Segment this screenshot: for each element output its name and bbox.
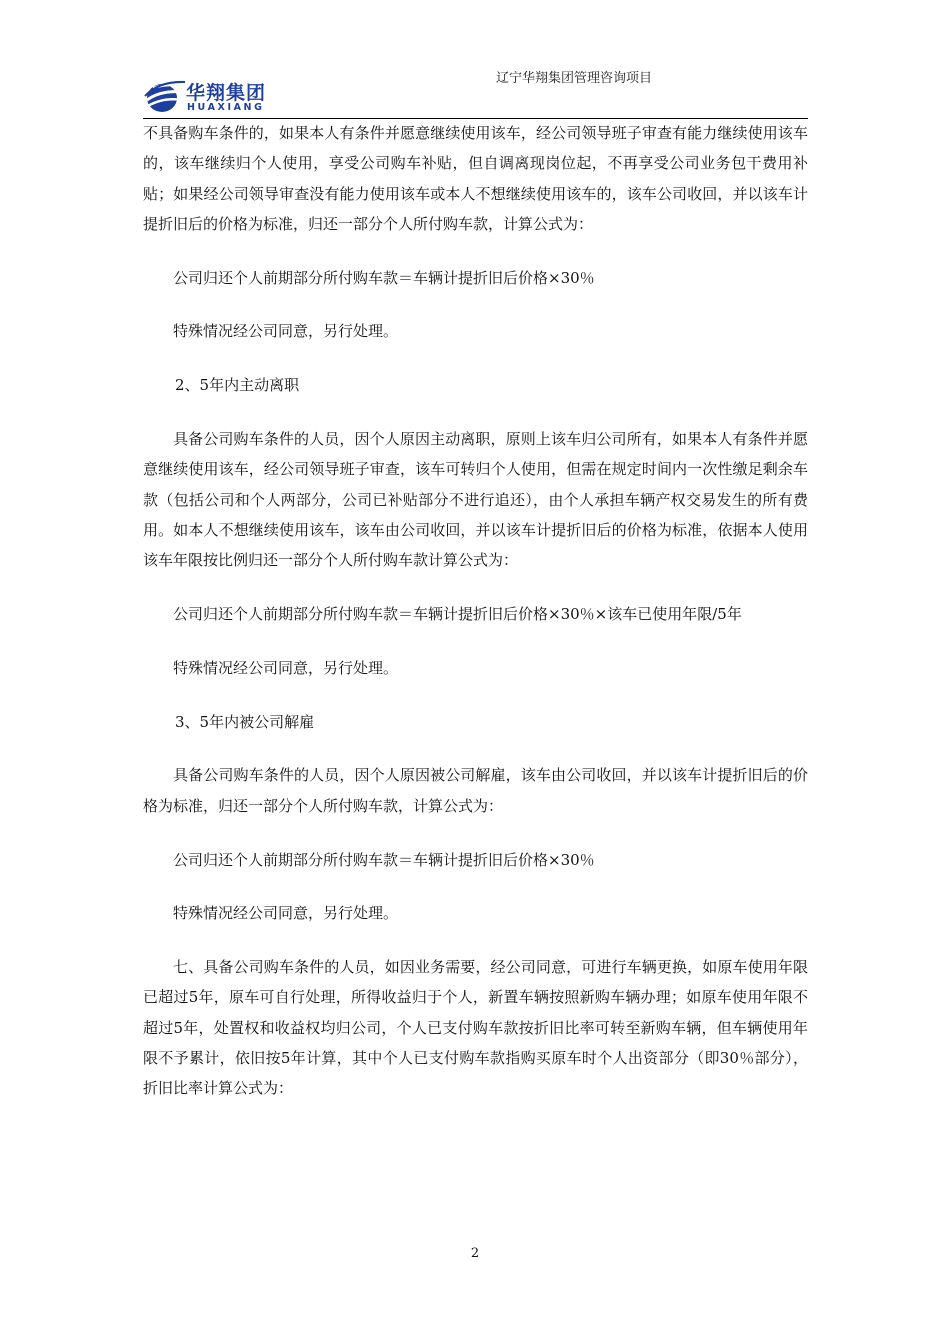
paragraph: 特殊情况经公司同意，另行处理。	[173, 658, 399, 677]
logo-chinese-text: 华翔集团	[186, 82, 267, 104]
logo-english-text: HUAXIANG	[187, 102, 265, 113]
section-heading: 2、5年内主动离职	[175, 376, 300, 395]
paragraph: 具备公司购车条件的人员，因个人原因被公司解雇，该车由公司收回，并以该车计提折旧后的价格为标准，归还一部分个人所付购车款，计算公式为：	[143, 766, 808, 815]
paragraph: 具备公司购车条件的人员，因个人原因主动离职，原则上该车归公司所有，如果本人有条件并愿意继续使用该车，经公司领导班子审查，该车可转归个人使用，但需在规定时间内一次性缴足剩余车款（包括公司和个人两部分，公司已补贴部分不进行追还），由个人承担车辆产权交易发生的所有费用。如本人不想继续使用该车，该车由公司收回，并以该车计提折旧后的价格为标准，依据本人使用该车年限按比例归还一部分个人所付购车款计算公式为：	[143, 430, 808, 570]
paragraph: 七、具备公司购车条件的人员，如因业务需要，经公司同意，可进行车辆更换，如原车使用年限已超过5年，原车可自行处理，所得收益归于个人，新置车辆按照新购车辆办理；如原车使用年限不超过5年，处置权和收益权均归公司，个人已支付购车款按折旧比率可转至新购车辆，但车辆使用年限不予累计，依旧按5年计算，其中个人已支付购车款指购买原车时个人出资部分（即30％部分），折旧比率计算公式为：	[143, 958, 808, 1098]
formula: 公司归还个人前期部分所付购车款＝车辆计提折旧后价格×30％	[173, 268, 595, 287]
header-title: 辽宁华翔集团管理咨询项目	[495, 71, 652, 86]
globe-logo-icon	[143, 76, 187, 116]
formula: 公司归还个人前期部分所付购车款＝车辆计提折旧后价格×30％×该车已使用年限/5年	[173, 605, 742, 624]
section-heading: 3、5年内被公司解雇	[175, 712, 315, 731]
company-logo	[143, 76, 283, 116]
document-body	[143, 118, 808, 1104]
page-header	[143, 62, 808, 119]
paragraph: 不具备购车条件的，如果本人有条件并愿意继续使用该车，经公司领导班子审查有能力继续使用该车的，该车继续归个人使用，享受公司购车补贴，但自调离现岗位起，不再享受公司业务包干费用补贴；如果经公司领导审查没有能力使用该车或本人不想继续使用该车的，该车公司收回，并以该车计提折旧后的价格为标准，归还一部分个人所付购车款，计算公式为：	[143, 124, 808, 233]
formula: 公司归还个人前期部分所付购车款＝车辆计提折旧后价格×30％	[173, 850, 595, 869]
page-number: 2	[470, 1246, 480, 1261]
paragraph: 特殊情况经公司同意，另行处理。	[173, 322, 399, 341]
paragraph: 特殊情况经公司同意，另行处理。	[173, 904, 399, 923]
